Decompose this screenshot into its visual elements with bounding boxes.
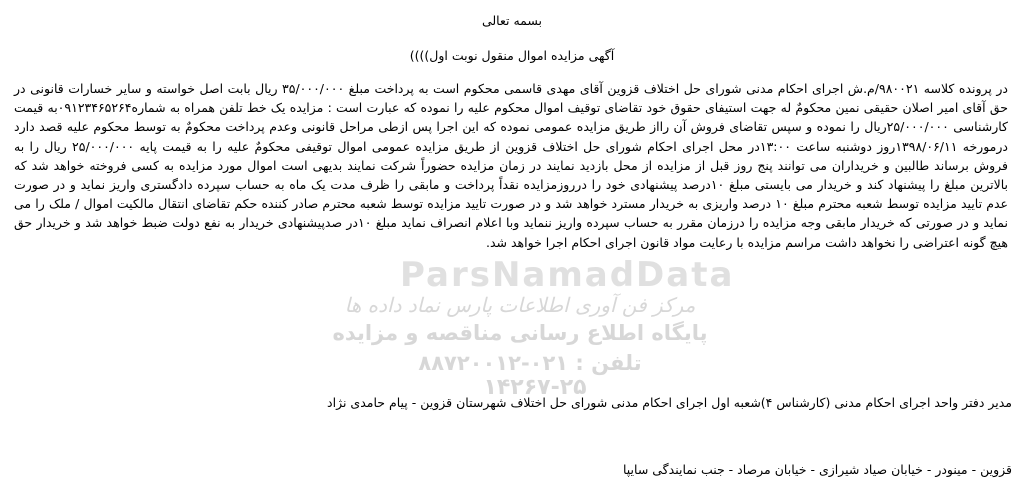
watermark-phone: ۱۴۲۶۷-۲۵ [483, 375, 587, 400]
address-line: قزوین - مینودر - خیابان صیاد شیرازی - خیابان مرصاد - جنب نمایندگی سایپا [622, 462, 1012, 477]
signature-line: مدیر دفتر واحد اجرای احکام مدنی (کارشناس ۴)شعبه اول اجرای احکام مدنی شورای حل اختلاف شهرستان قزوین - پیام حامدی نژاد [327, 395, 1012, 410]
watermark-line-2: پایگاه اطلاع رسانی مناقصه و مزایده [332, 321, 708, 345]
watermark-line-1: مرکز فن آوری اطلاعات پارس نماد داده ها [344, 293, 696, 317]
watermark [250, 255, 770, 400]
notice-title: آگهی مزایده اموال منقول نوبت اول)))) [409, 48, 615, 63]
notice-body: در پرونده کلاسه ۹۸۰۰۲۱/م.ش اجرای احکام مدنی شورای حل اختلاف قزوین آقای مهدی قاسمی محکوم است به پرداخت مبلغ ۳۵/۰۰۰/۰۰۰ ریال بابت اصل خواسته و سایر خسارات قانونی در حق آقای امیر اصلان حقیقی نمین محکومٌ له جهت استیفای حقوق خود تقاضای توقیف اموال محکوم علیه را نموده که عبارت است : مزایده یک خط تلفن همراه به شماره۰۹۱۲۳۴۶۵۲۶۴به قیمت کارشناسی ۲۵/۰۰۰/۰۰۰ریال را نموده و سپس تقاضای فروش آن رااز طریق مزایده عمومی نموده که این اجرا پس ازطی مراحل قانونی وعدم پرداخت محکومٌ به توسط محکوم علیه قصد دارد درمورخه ۱۳۹۸/۰۶/۱۱روز دوشنبه ساعت ۱۳:۰۰در محل اجرای احکام شورای حل اختلاف قزوین از طریق مزایده عمومی اموال توقیفی محکومٌ علیه را به قیمت پایه ۲۵/۰۰۰/۰۰۰ ریال را به فروش برساند طالبین و خریداران می توانند پنج روز قبل از مزایده از محل بازدید نمایند در زمان مزایده حضوراً شرکت نمایند بدیهی است اموال مورد مزایده به کسی فروخته خواهد شد که بالاترین مبلغ را پیشنهاد کند و خریدار می بایستی مبلغ ۱۰درصد پیشنهادی خود را درروزمزایده نقداً پرداخت و مابقی را ظرف مدت یک ماه به حساب سپرده دادگستری واریز نماید و در صورت عدم تایید مزایده توسط شعبه محترم مبلغ ۱۰ درصد واریزی به خریدار مسترد خواهد شد و در صورت تایید مزایده توسط شعبه محترم صادر کننده حکم تقاضای انتقال مالکیت اموال / ملک را می نماید و در صورتی که خریدار مابقی وجه مزایده را درزمان مقرر به حساب سپرده واریز ننماید وبا اعلام انصراف نماید مبلغ ۱۰در صدپیشنهادی خریدار به نفع دولت ضبط خواهد شد و خریدار حق هیچ گونه اعتراضی را نخواهد داشت مراسم مزایده با رعایت مواد قانون اجرای احکام اجرا خواهد شد. [14, 81, 1009, 250]
watermark-brand: ParsNamadData [400, 255, 735, 295]
salutation: بسمه تعالی [481, 13, 543, 28]
watermark-line-3: تلفن : ۰۲۱-۸۸۷۲۰۰۱۲ [418, 351, 642, 375]
